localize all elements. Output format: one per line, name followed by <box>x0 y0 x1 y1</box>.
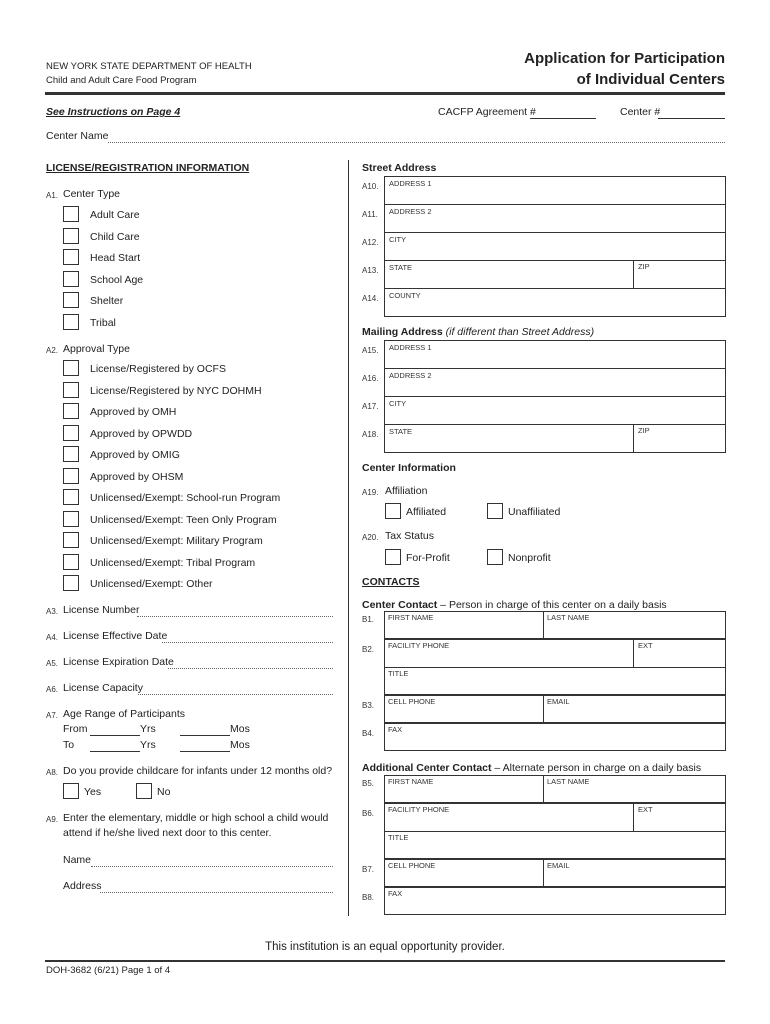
school-address-field[interactable] <box>100 892 333 893</box>
approval-type-checkbox[interactable] <box>63 554 79 570</box>
additional-contact-title: Additional Center Contact <box>362 762 492 774</box>
column-divider <box>348 160 349 916</box>
program-name: Child and Adult Care Food Program <box>46 75 197 86</box>
mailing-address-title: Mailing Address <box>362 326 443 338</box>
approval-type-checkbox[interactable] <box>63 425 79 441</box>
age-to-months-field[interactable] <box>180 751 230 752</box>
cell-phone-label: CELL PHONE <box>388 697 436 706</box>
approval-type-option-label: License/Registered by OCFS <box>90 363 226 375</box>
license-effective-date-field[interactable] <box>162 642 333 643</box>
approval-type-label: Approval Type <box>63 343 130 355</box>
contact-field-code: B1. <box>362 615 375 624</box>
first-name-label: FIRST NAME <box>388 777 434 786</box>
age-from-yrs-unit: Yrs <box>140 723 156 735</box>
nonprofit-label: Nonprofit <box>508 552 551 564</box>
age-from-mos-unit: Mos <box>230 723 250 735</box>
approval-type-checkbox[interactable] <box>63 468 79 484</box>
affiliated-checkbox[interactable] <box>385 503 401 519</box>
infant-care-no-checkbox[interactable] <box>136 783 152 799</box>
center-contact-heading <box>362 599 667 611</box>
cacfp-agreement-field[interactable] <box>530 118 596 119</box>
license-heading: LICENSE/REGISTRATION INFORMATION <box>46 162 250 174</box>
center-contact-title: Center Contact <box>362 599 438 611</box>
title-label: TITLE <box>388 833 409 842</box>
address-field[interactable] <box>384 340 726 369</box>
address-field[interactable] <box>384 424 726 453</box>
field-code: A18. <box>362 430 379 439</box>
affiliation-label: Affiliation <box>385 485 428 497</box>
school-name-field[interactable] <box>91 866 333 867</box>
age-from-months-field[interactable] <box>180 735 230 736</box>
address-field[interactable] <box>384 368 726 397</box>
for-profit-checkbox[interactable] <box>385 549 401 565</box>
email-label: EMAIL <box>547 697 570 706</box>
center-type-checkbox[interactable] <box>63 206 79 222</box>
license-capacity-label: License Capacity <box>63 682 143 694</box>
center-type-option-label: Shelter <box>90 295 124 307</box>
center-type-option-label: Tribal <box>90 316 116 329</box>
license-number-label: License Number <box>63 604 140 616</box>
center-type-option-label: School Age <box>90 273 144 286</box>
unaffiliated-checkbox[interactable] <box>487 503 503 519</box>
center-type-option-label: Head Start <box>90 252 141 264</box>
center-type-label: Center Type <box>63 188 121 200</box>
for-profit-label: For-Profit <box>406 552 450 564</box>
a20-code: A20. <box>362 533 379 542</box>
age-to-yrs-unit: Yrs <box>140 739 156 751</box>
phone-title-divider <box>384 831 726 832</box>
age-from-label: From <box>63 723 88 735</box>
last-name-label: LAST NAME <box>547 613 590 622</box>
approval-type-checkbox[interactable] <box>63 489 79 505</box>
email-label: EMAIL <box>547 861 570 870</box>
footer-divider <box>45 960 725 962</box>
contact-fax-row[interactable] <box>384 887 726 915</box>
approval-type-option-label: Unlicensed/Exempt: School-run Program <box>90 492 281 504</box>
a9-code: A9. <box>46 815 59 824</box>
contact-field-code: B6. <box>362 809 375 818</box>
center-type-option-label: Adult Care <box>90 209 140 221</box>
center-type-checkbox[interactable] <box>63 314 79 330</box>
a6-code: A6. <box>46 685 59 694</box>
contact-field-code: B8. <box>362 893 375 902</box>
see-instructions-link[interactable]: See Instructions on Page 4 <box>46 106 181 118</box>
contact-field-code: B5. <box>362 779 375 788</box>
ext-divider <box>633 803 634 831</box>
infant-care-yes-label: Yes <box>84 786 102 798</box>
center-type-checkbox[interactable] <box>63 271 79 287</box>
approval-type-option-label: License/Registered by NYC DOHMH <box>90 384 262 397</box>
address-field[interactable] <box>384 288 726 317</box>
age-to-label: To <box>63 739 75 751</box>
license-effective-date-label: License Effective Date <box>63 630 168 642</box>
name-divider <box>543 775 544 803</box>
age-to-years-field[interactable] <box>90 751 140 752</box>
a5-code: A5. <box>46 659 59 668</box>
name-divider <box>543 611 544 639</box>
center-name-field[interactable] <box>108 142 725 143</box>
address-field-label: ADDRESS 1 <box>389 343 432 352</box>
unaffiliated-label: Unaffiliated <box>508 506 561 518</box>
phone-title-divider <box>384 667 726 668</box>
approval-type-checkbox[interactable] <box>63 511 79 527</box>
form-id: DOH-3682 (6/21) Page 1 of 4 <box>46 965 171 976</box>
address-field-label: CITY <box>389 399 407 408</box>
address-field-label: COUNTY <box>389 291 421 300</box>
address-field-label: ADDRESS 1 <box>389 179 432 188</box>
facility-phone-label: FACILITY PHONE <box>388 805 450 814</box>
approval-type-option-label: Unlicensed/Exempt: Military Program <box>90 535 263 547</box>
department-name: NEW YORK STATE DEPARTMENT OF HEALTH <box>46 61 252 72</box>
ext-label: EXT <box>638 805 653 814</box>
address-field-label: STATE <box>389 427 413 436</box>
nonprofit-checkbox[interactable] <box>487 549 503 565</box>
center-type-checkbox[interactable] <box>63 228 79 244</box>
address-field-label: ADDRESS 2 <box>389 207 432 216</box>
center-contact-desc: – Person in charge of this center on a daily basis <box>437 599 667 611</box>
field-code: A10. <box>362 182 379 191</box>
facility-phone-label: FACILITY PHONE <box>388 641 450 650</box>
center-name-label: Center Name <box>46 130 109 142</box>
form-title-line1: Application for Participation <box>524 50 725 67</box>
approval-type-checkbox[interactable] <box>63 360 79 376</box>
field-code: A13. <box>362 266 379 275</box>
a7-code: A7. <box>46 711 59 720</box>
cell-email-divider <box>543 695 544 723</box>
approval-type-checkbox[interactable] <box>63 446 79 462</box>
approval-type-option-label: Approved by OHSM <box>90 470 184 483</box>
center-type-checkbox[interactable] <box>63 292 79 308</box>
zip-divider <box>633 424 634 453</box>
first-name-label: FIRST NAME <box>388 613 434 622</box>
ext-divider <box>633 639 634 667</box>
field-code: A16. <box>362 374 379 383</box>
age-to-mos-unit: Mos <box>230 739 250 751</box>
license-capacity-field[interactable] <box>138 694 333 695</box>
approval-type-option-label: Approved by OPWDD <box>90 427 193 440</box>
contact-field-code: B3. <box>362 701 375 710</box>
cell-email-divider <box>543 859 544 887</box>
a19-code: A19. <box>362 488 379 497</box>
ext-label: EXT <box>638 641 653 650</box>
infant-care-no-label: No <box>157 786 171 798</box>
contact-fax-row[interactable] <box>384 723 726 751</box>
equal-opportunity-statement: This institution is an equal opportunity provider. <box>265 941 505 953</box>
fax-label: FAX <box>388 889 403 898</box>
license-expiration-date-label: License Expiration Date <box>63 656 174 668</box>
contact-field-code: B4. <box>362 729 375 738</box>
center-number-field[interactable] <box>658 118 725 119</box>
school-question-line2: attend if he/she lived next door to this center. <box>63 827 272 839</box>
infant-care-question: Do you provide childcare for infants under 12 months old? <box>63 765 333 777</box>
a3-code: A3. <box>46 607 59 616</box>
fax-label: FAX <box>388 725 403 734</box>
license-expiration-date-field[interactable] <box>168 668 333 669</box>
additional-contact-desc: – Alternate person in charge on a daily basis <box>491 762 702 774</box>
age-from-years-field[interactable] <box>90 735 140 736</box>
zip-divider <box>633 260 634 289</box>
a8-code: A8. <box>46 768 59 777</box>
address-field[interactable] <box>384 204 726 233</box>
center-type-checkbox[interactable] <box>63 249 79 265</box>
a2-code: A2. <box>46 346 59 355</box>
contact-field-code: B7. <box>362 865 375 874</box>
age-range-label: Age Range of Participants <box>63 708 185 720</box>
address-field-label: CITY <box>389 235 407 244</box>
approval-type-option-label: Unlicensed/Exempt: Tribal Program <box>90 556 256 569</box>
a4-code: A4. <box>46 633 59 642</box>
center-type-option-label: Child Care <box>90 230 140 243</box>
center-number-label: Center # <box>620 106 661 118</box>
address-field-label: STATE <box>389 263 413 272</box>
infant-care-yes-checkbox[interactable] <box>63 783 79 799</box>
field-code: A14. <box>362 294 379 303</box>
last-name-label: LAST NAME <box>547 777 590 786</box>
approval-type-option-label: Approved by OMH <box>90 406 177 418</box>
approval-type-checkbox[interactable] <box>63 575 79 591</box>
approval-type-checkbox[interactable] <box>63 382 79 398</box>
school-name-label: Name <box>63 854 92 866</box>
street-address-heading: Street Address <box>362 162 437 174</box>
contact-field-code: B2. <box>362 645 375 654</box>
mailing-address-note: (if different than Street Address) <box>445 326 595 338</box>
license-number-field[interactable] <box>137 616 333 617</box>
school-question-line1: Enter the elementary, middle or high school a child would <box>63 812 329 824</box>
address-field[interactable] <box>384 396 726 425</box>
approval-type-checkbox[interactable] <box>63 532 79 548</box>
header-divider <box>45 92 725 95</box>
tax-status-label: Tax Status <box>385 530 435 542</box>
field-code: A17. <box>362 402 379 411</box>
zip-label: ZIP <box>638 426 650 435</box>
mailing-address-heading <box>362 326 594 338</box>
address-field-label: ADDRESS 2 <box>389 371 432 380</box>
contacts-heading: CONTACTS <box>362 576 420 588</box>
address-field[interactable] <box>384 260 726 289</box>
approval-type-option-label: Unlicensed/Exempt: Teen Only Program <box>90 513 277 526</box>
school-address-label: Address <box>63 880 102 892</box>
field-code: A12. <box>362 238 379 247</box>
cacfp-agreement-label: CACFP Agreement # <box>438 106 536 118</box>
approval-type-checkbox[interactable] <box>63 403 79 419</box>
a1-code: A1. <box>46 191 59 200</box>
additional-contact-heading <box>362 762 701 774</box>
center-info-heading: Center Information <box>362 462 456 474</box>
field-code: A15. <box>362 346 379 355</box>
approval-type-option-label: Unlicensed/Exempt: Other <box>90 578 213 590</box>
cell-phone-label: CELL PHONE <box>388 861 436 870</box>
form-title-line2: of Individual Centers <box>576 71 725 88</box>
address-field[interactable] <box>384 176 726 205</box>
zip-label: ZIP <box>638 262 650 271</box>
title-label: TITLE <box>388 669 409 678</box>
field-code: A11. <box>362 210 378 219</box>
affiliated-label: Affiliated <box>406 506 447 518</box>
address-field[interactable] <box>384 232 726 261</box>
approval-type-option-label: Approved by OMIG <box>90 449 180 461</box>
